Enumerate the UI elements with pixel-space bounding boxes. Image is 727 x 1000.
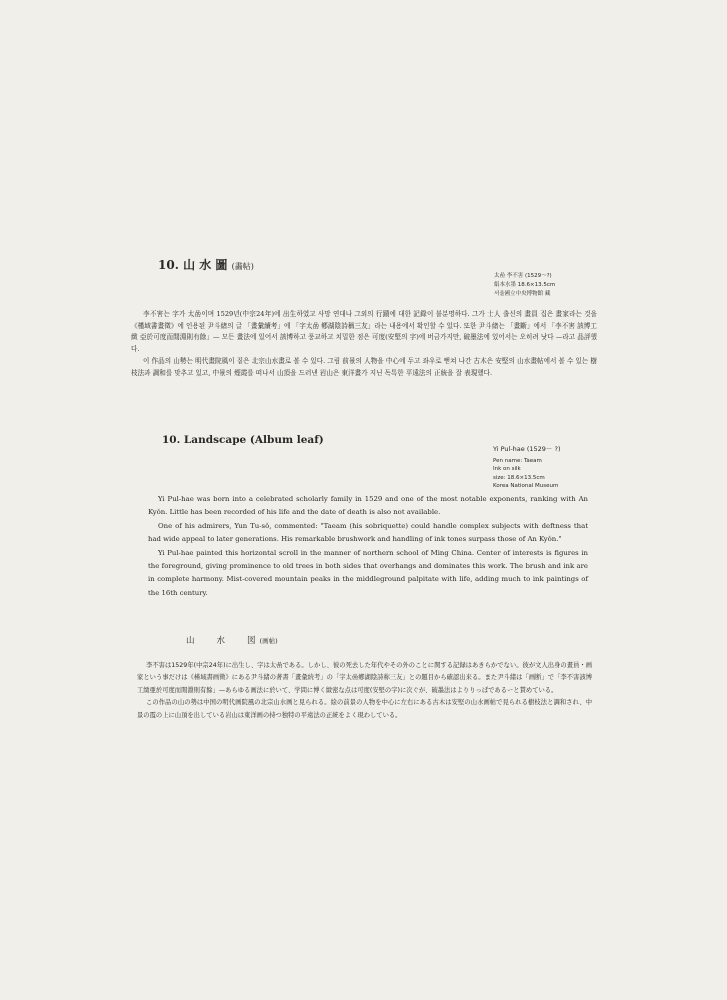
english-body xyxy=(148,493,588,600)
english-paragraph: Yi Pul-hae was born into a celebrated scholarly family in 1529 and one of the most notable exponents, ranking with An Kyŏn. Little has been recorded of his life and the date of death is also not available. xyxy=(148,495,588,517)
english-paragraph: One of his admirers, Yun Tu-sŏ, commented: "Taeam (his sobriquette) could handle complex subjects with deftness that had wide appeal to later generations. His remarkable brushwork and handling of ink tones surpass those of An Kyŏn." xyxy=(148,521,588,544)
japanese-title-char: 水 xyxy=(216,636,226,646)
korean-title-number: 10. xyxy=(158,258,179,272)
english-meta-medium: Ink on silk xyxy=(493,466,521,472)
english-meta-collection: Korea National Museum xyxy=(493,483,559,489)
japanese-paragraph: 李不害は1529年(中宗24年)に出生し、字は太嵒である。しかし、彼の死去した年代やその外のことに関する記録はあきらかでない。彼が文人出身の畫員・画家という事だけは《槿域書画徵》にある尹斗緒の著書「畫彙続考」の「字太嵒鄕湖陰詩称三友」との題目から確認出来る。また尹斗緒は「画断」で「李不害該博工緻亜於可度而閒淵則有餘」—あらゆる画法に於いて、学問に博く緻密な点は可度(安堅の字)に次ぐが、破墨法はよりりっぱであるーと賛めている。 xyxy=(137,662,592,694)
korean-paragraph: 李不害는 字가 太嵒이며 1529년(中宗24年)에 出生하였고 사망 연대나 그외의 行蹟에 대한 記錄이 불분명하다. 그가 士人 출신의 畫員 집은 畫家라는 것을 《槿域書畫徵》에 인용된 尹斗緖의 글 「畫彙續考」에 「字太嵒 鄕湖陰詩稱三友」라는 내용에서 확인할 수 있다. 또한 尹斗緖는 「畫斷」에서 「李不害 該博工緻 亞於可度而閒淵則有餘」— 모든 畫法에 있어서 該博하고 풍교하고 치밀한 점은 可度(安堅의 字)에 버금가지만, 破墨法에 있어서는 오히려 낫다 —라고 品評했다. xyxy=(131,310,597,354)
korean-body xyxy=(131,309,597,379)
japanese-title xyxy=(186,634,278,646)
korean-paragraph: 이 作品의 山勢는 明代畫院風이 짙은 北宗山水畫로 볼 수 있다. 그림 前景의 人物을 中心에 두고 좌우로 뻗쳐 나간 古木은 安堅의 山水畫帖에서 볼 수 있는 樹枝法과 調和를 맞추고 있고, 中景의 煙霞를 떠나서 山頂을 드러낸 岩山은 東洋畫가 지닌 독특한 平遠法의 正統을 잘 表現했다. xyxy=(131,356,597,377)
japanese-paragraph: この作品の山の勢は中国の明代画院風の北宗山水画と見られる。絵の前景の人物を中心に左右にある古木は安堅の山水画帖で見られる樹枝法と調和され、中景の霞の上に山頂を出している岩山は東洋画の持つ独特の平遠法の正統をよく現わしている。 xyxy=(137,699,592,719)
korean-title xyxy=(158,256,254,273)
english-meta-artist: Yi Pul-hae (1529－ ?) xyxy=(493,445,561,453)
japanese-title-sub: (画帖) xyxy=(259,637,278,645)
english-meta-pen-name: Pen name: Taeam xyxy=(493,457,542,464)
korean-title-text: 山 水 圖 xyxy=(183,258,228,272)
korean-meta-artist: 太嵒 李不害 (1529～?) xyxy=(494,273,552,279)
korean-meta-collection: 서울國立中央博物館 藏 xyxy=(494,291,551,297)
korean-meta xyxy=(494,272,555,299)
english-meta xyxy=(493,445,561,491)
japanese-title-char: 山 xyxy=(186,636,195,646)
japanese-body xyxy=(137,660,592,722)
korean-title-sub: (畵帖) xyxy=(231,262,254,271)
english-paragraph: Yi Pul-hae painted this horizontal scroll in the manner of northern school of Ming China. Center of interests is figures in the foreground, giving prominence to old trees in both sides that overhangs and dominates this work. The brush and ink are in complete harmony. Mist-covered mountain peaks in the middleground palpitate with life, adding much to ink paintings of the 16th century. xyxy=(148,548,588,597)
english-title: 10. Landscape (Album leaf) xyxy=(162,434,324,446)
korean-meta-medium: 絹本水墨 18.6×13.5cm xyxy=(494,282,556,288)
japanese-title-char: 図 xyxy=(247,636,256,646)
english-meta-size: size: 18.6×13.5cm xyxy=(493,474,545,481)
